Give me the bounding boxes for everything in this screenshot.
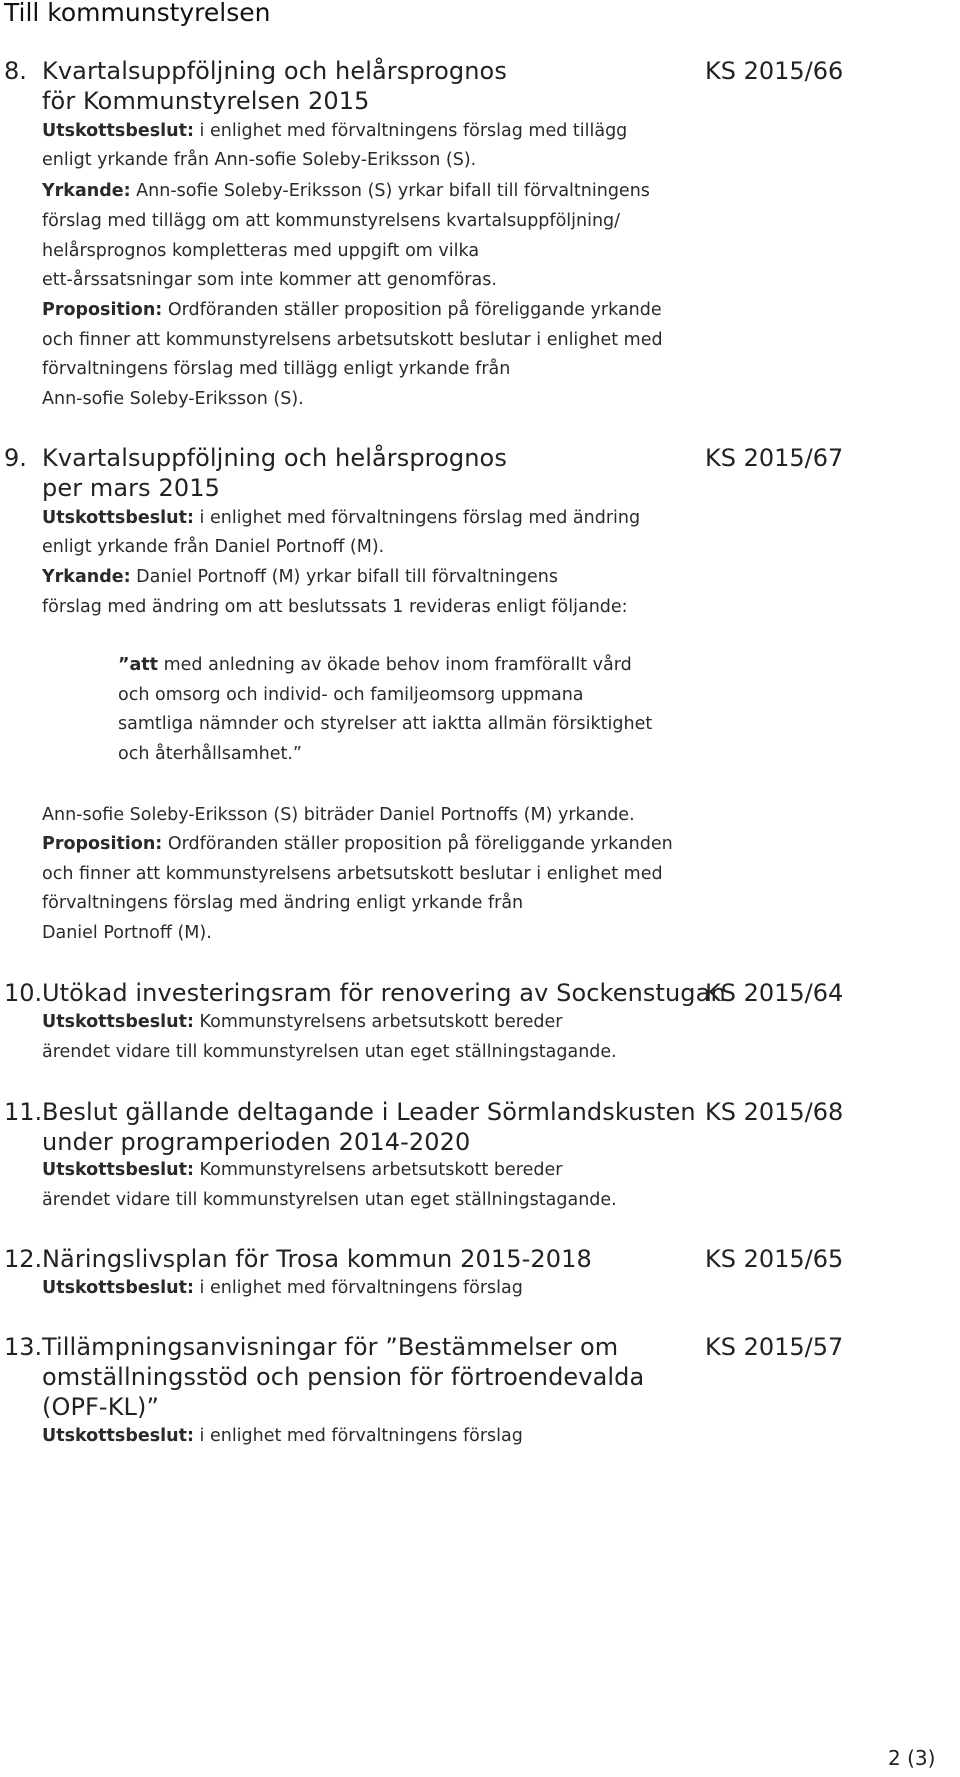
line-text: i enlighet med förvaltningens förslag — [193, 1426, 523, 1446]
line-text: förvaltningens förslag med tillägg enligt yrkande från — [42, 359, 511, 379]
item-8-title-line-1: Kvartalsuppföljning och helårsprognos — [42, 57, 507, 85]
line-text: förslag med ändring om att beslutssats 1 revideras enligt följande: — [42, 597, 628, 617]
utskottsbeslut-label: Utskottsbeslut: — [42, 1426, 194, 1446]
line-text: ett-årssatsningar som inte kommer att genomföras. — [42, 270, 497, 290]
line-text: enligt yrkande från Daniel Portnoff (M). — [42, 537, 385, 557]
item-11-case-number: KS 2015/68 — [705, 1098, 844, 1126]
utskottsbeslut-label: Utskottsbeslut: — [42, 1278, 194, 1298]
quote-line — [118, 655, 632, 675]
item-8-line — [42, 270, 497, 290]
item-11-line — [42, 1190, 617, 1210]
item-9-line — [42, 834, 673, 854]
item-13-title-line-1: Tillämpningsanvisningar för ”Bestämmelser om — [42, 1333, 619, 1361]
item-8-number: 8. — [4, 57, 27, 85]
line-text: enligt yrkande från Ann-sofie Soleby-Eriksson (S). — [42, 150, 477, 170]
item-13-title-line-2: omställningsstöd och pension för förtroendevalda — [42, 1363, 645, 1391]
item-8-title-line-2: för Kommunstyrelsen 2015 — [42, 87, 370, 115]
item-8-case-number: KS 2015/66 — [705, 57, 844, 85]
item-8-line — [42, 300, 662, 320]
line-text: och finner att kommunstyrelsens arbetsutskott beslutar i enlighet med — [42, 864, 663, 884]
utskottsbeslut-label: Utskottsbeslut: — [42, 1160, 194, 1180]
item-12-case-number: KS 2015/65 — [705, 1245, 844, 1273]
item-9-line — [42, 864, 663, 884]
line-text: ärendet vidare till kommunstyrelsen utan eget ställningstagande. — [42, 1190, 617, 1210]
item-11-line — [42, 1160, 562, 1180]
item-9-line — [42, 537, 384, 557]
line-text: ärendet vidare till kommunstyrelsen utan eget ställningstagande. — [42, 1042, 617, 1062]
line-text: och finner att kommunstyrelsens arbetsutskott beslutar i enlighet med — [42, 330, 663, 350]
yrkande-label: Yrkande: — [42, 567, 131, 587]
quote-line — [118, 714, 652, 734]
line-text: Kommunstyrelsens arbetsutskott bereder — [193, 1160, 563, 1180]
item-9-line — [42, 567, 558, 587]
item-8-line — [42, 389, 304, 409]
item-12-title-line-1: Näringslivsplan för Trosa kommun 2015-2018 — [42, 1245, 592, 1273]
yrkande-label: Yrkande: — [42, 181, 131, 201]
item-11-number: 11. — [4, 1098, 43, 1126]
page-number: 2 (3) — [888, 1746, 936, 1770]
proposition-label: Proposition: — [42, 300, 163, 320]
item-11-title-line-1: Beslut gällande deltagande i Leader Sörmlandskusten — [42, 1098, 696, 1126]
item-9-line — [42, 893, 523, 913]
line-text: helårsprognos kompletteras med uppgift om vilka — [42, 241, 480, 261]
item-9-line — [42, 805, 635, 825]
utskottsbeslut-label: Utskottsbeslut: — [42, 1012, 194, 1032]
item-9-title-line-1: Kvartalsuppföljning och helårsprognos — [42, 444, 507, 472]
item-9-line — [42, 508, 640, 528]
item-12-line — [42, 1278, 523, 1298]
item-8-line — [42, 150, 476, 170]
line-text: och återhållsamhet.” — [118, 744, 302, 764]
quote-line — [118, 744, 302, 764]
item-8-line — [42, 121, 627, 141]
page-heading: Till kommunstyrelsen — [4, 0, 271, 27]
item-11-title-line-2: under programperioden 2014-2020 — [42, 1128, 471, 1156]
line-text: i enlighet med förvaltningens förslag med ändring — [193, 508, 641, 528]
line-text: i enlighet med förvaltningens förslag — [193, 1278, 523, 1298]
item-9-line — [42, 923, 212, 943]
line-text: Kommunstyrelsens arbetsutskott bereder — [193, 1012, 563, 1032]
item-8-line — [42, 359, 510, 379]
line-text: Ann-sofie Soleby-Eriksson (S) biträder Daniel Portnoffs (M) yrkande. — [42, 805, 635, 825]
utskottsbeslut-label: Utskottsbeslut: — [42, 121, 194, 141]
item-10-title-line-1: Utökad investeringsram för renovering av Sockenstugan — [42, 979, 726, 1007]
line-text: Ordföranden ställer proposition på föreliggande yrkande — [162, 300, 662, 320]
item-8-line — [42, 181, 650, 201]
line-text: Daniel Portnoff (M). — [42, 923, 212, 943]
item-13-title-line-3: (OPF-KL)” — [42, 1393, 159, 1421]
line-text: Ordföranden ställer proposition på föreliggande yrkanden — [162, 834, 673, 854]
utskottsbeslut-label: Utskottsbeslut: — [42, 508, 194, 528]
item-8-line — [42, 241, 479, 261]
item-13-number: 13. — [4, 1333, 43, 1361]
item-9-case-number: KS 2015/67 — [705, 444, 844, 472]
item-10-number: 10. — [4, 979, 43, 1007]
line-text: Ann-sofie Soleby-Eriksson (S). — [42, 389, 304, 409]
line-text: samtliga nämnder och styrelser att iaktta allmän försiktighet — [118, 714, 653, 734]
item-8-line — [42, 330, 663, 350]
quote-att-label: ”att — [118, 655, 159, 675]
line-text: förvaltningens förslag med ändring enligt yrkande från — [42, 893, 524, 913]
item-13-line — [42, 1426, 523, 1446]
line-text: förslag med tillägg om att kommunstyrelsens kvartalsuppföljning/ — [42, 211, 621, 231]
item-12-number: 12. — [4, 1245, 43, 1273]
item-10-line — [42, 1042, 617, 1062]
item-8-line — [42, 211, 620, 231]
item-10-case-number: KS 2015/64 — [705, 979, 844, 1007]
proposition-label: Proposition: — [42, 834, 163, 854]
line-text: med anledning av ökade behov inom framförallt vård — [158, 655, 632, 675]
line-text: och omsorg och individ- och familjeomsorg uppmana — [118, 685, 584, 705]
quote-line — [118, 685, 584, 705]
item-9-line — [42, 597, 628, 617]
item-9-number: 9. — [4, 444, 27, 472]
item-10-line — [42, 1012, 562, 1032]
line-text: Ann-sofie Soleby-Eriksson (S) yrkar bifall till förvaltningens — [130, 181, 650, 201]
item-13-case-number: KS 2015/57 — [705, 1333, 844, 1361]
line-text: Daniel Portnoff (M) yrkar bifall till förvaltningens — [130, 567, 558, 587]
line-text: i enlighet med förvaltningens förslag med tillägg — [193, 121, 628, 141]
item-9-title-line-2: per mars 2015 — [42, 474, 220, 502]
